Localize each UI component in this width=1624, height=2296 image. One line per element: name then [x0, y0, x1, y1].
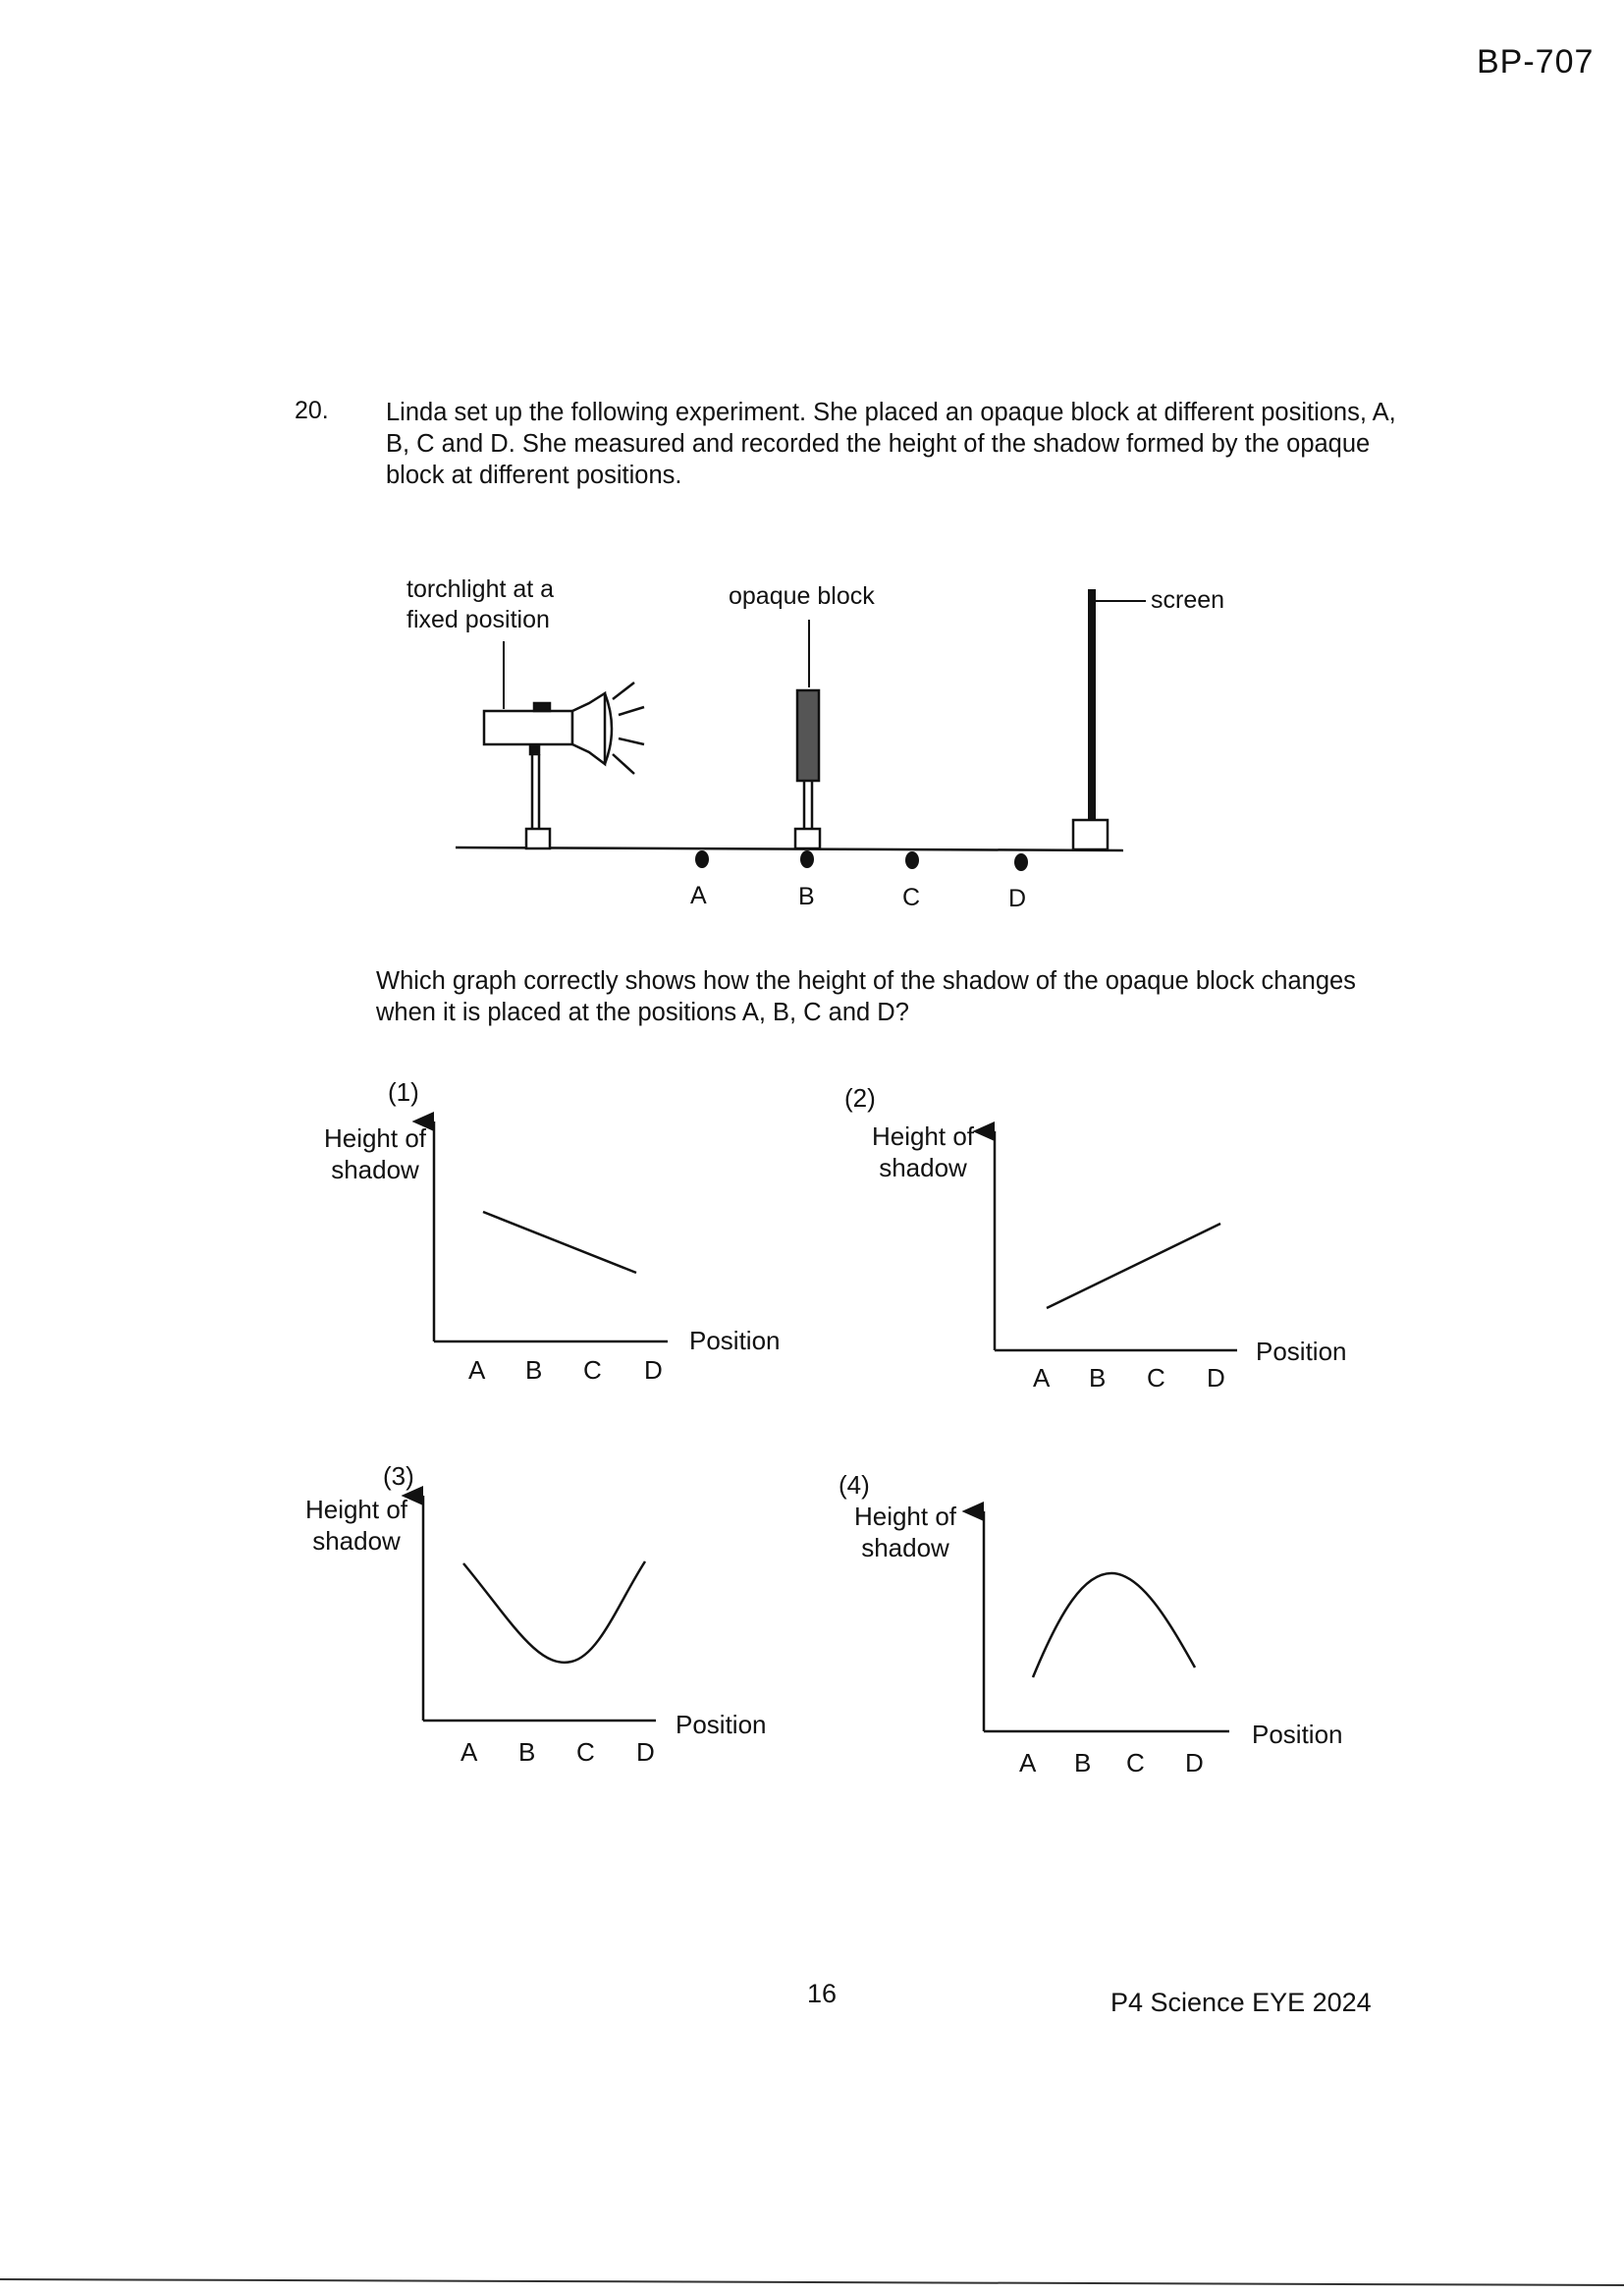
option-1-y-label: Height of shadow: [323, 1123, 427, 1184]
option-1-tick-a: A: [468, 1355, 486, 1385]
page-number: 16: [807, 1979, 838, 2008]
option-2-tick-a: A: [1033, 1363, 1051, 1393]
question-prompt: Which graph correctly shows how the height of the shadow of the opaque block changes when it is placed at the positions A, B, C and D?: [376, 967, 1356, 1026]
question-text: Linda set up the following experiment. She placed an opaque block at different positions, A, B, C and D. She measured and recorded the height of the shadow formed by the opaque block at different positions.: [386, 399, 1396, 489]
option-4-tick-c: C: [1126, 1748, 1145, 1777]
position-label-c: C: [902, 884, 921, 911]
option-4-y-label: Height of shadow: [853, 1502, 957, 1562]
position-label-a: A: [690, 882, 707, 909]
question-number: 20.: [295, 397, 329, 424]
paper-title: P4 Science EYE 2024: [1110, 1988, 1372, 2017]
screen-label: screen: [1151, 586, 1225, 614]
option-4-tick-a: A: [1019, 1748, 1037, 1777]
option-3-x-label: Position: [676, 1710, 767, 1739]
option-3-tick-c: C: [576, 1737, 595, 1767]
option-2-number: (2): [844, 1083, 876, 1113]
option-2-tick-b: B: [1089, 1363, 1107, 1393]
option-3-tick-b: B: [518, 1737, 536, 1767]
position-label-b: B: [798, 883, 815, 910]
block-label: opaque block: [729, 582, 875, 610]
option-1-number: (1): [388, 1077, 419, 1107]
option-1-tick-b: B: [525, 1355, 543, 1385]
option-4-tick-d: D: [1185, 1748, 1204, 1777]
torch-label: torchlight at a fixed position: [406, 575, 555, 633]
option-1-x-label: Position: [689, 1326, 781, 1355]
option-2-y-label: Height of shadow: [871, 1121, 975, 1182]
option-3-tick-a: A: [460, 1737, 478, 1767]
option-2-x-label: Position: [1256, 1337, 1347, 1366]
option-3-y-label: Height of shadow: [304, 1495, 408, 1556]
option-4-tick-b: B: [1074, 1748, 1092, 1777]
position-label-d: D: [1008, 885, 1027, 912]
option-3-number: (3): [383, 1461, 414, 1491]
document-code: BP-707: [1477, 43, 1595, 81]
option-1-tick-d: D: [644, 1355, 663, 1385]
option-2-tick-c: C: [1147, 1363, 1165, 1393]
option-4-number: (4): [839, 1470, 870, 1500]
option-1-tick-c: C: [583, 1355, 602, 1385]
option-2-tick-d: D: [1207, 1363, 1225, 1393]
option-4-x-label: Position: [1252, 1720, 1343, 1749]
option-3-tick-d: D: [636, 1737, 655, 1767]
